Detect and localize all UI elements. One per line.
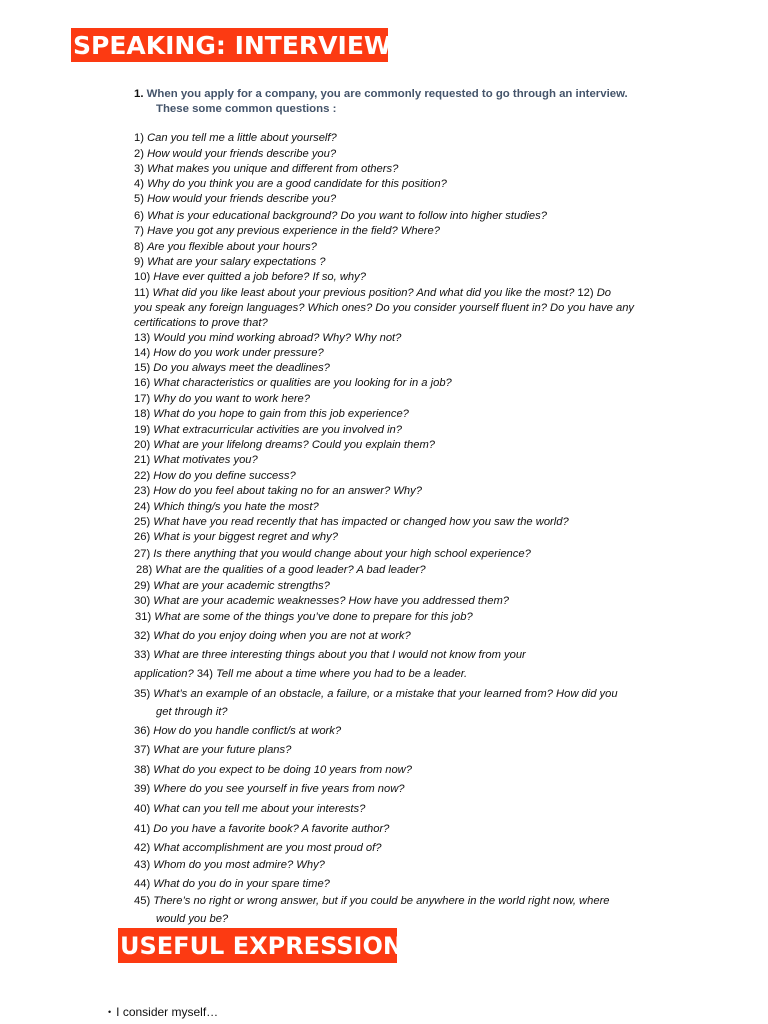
question-text: Would you mind working abroad? Why? Why not? bbox=[153, 332, 402, 344]
question-text: What are some of the things you’ve done to prepare for this job? bbox=[154, 611, 473, 623]
question-text: What are the qualities of a good leader? A bad leader? bbox=[155, 564, 426, 576]
question-text: What is your educational background? Do you want to follow into higher studies? bbox=[147, 210, 547, 222]
question-number: 35) bbox=[134, 688, 151, 700]
question-number: 36) bbox=[134, 725, 151, 737]
question-text: How do you define success? bbox=[153, 470, 296, 482]
question-item bbox=[134, 255, 326, 270]
question-number: 27) bbox=[134, 548, 151, 560]
question-number: 24) bbox=[134, 501, 151, 513]
question-item bbox=[134, 331, 401, 346]
question-text: What do you enjoy doing when you are not at work? bbox=[153, 630, 411, 642]
question-number: 38) bbox=[134, 764, 151, 776]
intro-line-2: These some common questions : bbox=[156, 103, 337, 115]
question-item bbox=[134, 177, 447, 192]
question-number: 45) bbox=[134, 895, 151, 907]
question-item bbox=[134, 392, 310, 407]
question-item bbox=[134, 629, 411, 644]
question-item bbox=[134, 547, 531, 562]
bullet-dot: • bbox=[108, 1007, 112, 1017]
question-text: application? bbox=[134, 668, 194, 680]
question-item bbox=[134, 423, 402, 438]
question-item bbox=[134, 763, 412, 778]
question-number: 29) bbox=[134, 580, 151, 592]
question-item bbox=[134, 594, 509, 609]
question-number: 20) bbox=[134, 439, 151, 451]
question-number: 40) bbox=[134, 803, 151, 815]
question-text: What are your salary expectations ? bbox=[147, 256, 326, 268]
question-number: 6) bbox=[134, 210, 144, 222]
question-item bbox=[136, 563, 426, 578]
question-item bbox=[134, 782, 405, 797]
question-number: 22) bbox=[134, 470, 151, 482]
question-item bbox=[134, 724, 341, 739]
question-item bbox=[134, 438, 435, 453]
question-number: 14) bbox=[134, 347, 151, 359]
expressions-banner: USEFUL EXPRESSIONS bbox=[118, 928, 397, 963]
question-text: would you be? bbox=[156, 913, 229, 925]
question-text: What are your academic strengths? bbox=[153, 580, 330, 592]
question-text: Whom do you most admire? Why? bbox=[153, 859, 325, 871]
question-text: Which thing/s you hate the most? bbox=[153, 501, 319, 513]
question-text: What did you like least about your previous position? And what did you like the most? bbox=[152, 287, 575, 299]
question-text: What have you read recently that has impacted or changed how you saw the world? bbox=[153, 516, 569, 528]
question-item bbox=[134, 858, 325, 873]
question-number: 41) bbox=[134, 823, 151, 835]
question-text: get through it? bbox=[156, 706, 228, 718]
question-text: What are your academic weaknesses? How have you addressed them? bbox=[153, 595, 509, 607]
question-number: 42) bbox=[134, 842, 151, 854]
question-item bbox=[134, 270, 366, 285]
question-text: Where do you see yourself in five years from now? bbox=[153, 783, 405, 795]
question-number: 7) bbox=[134, 225, 144, 237]
question-number: 11) bbox=[134, 287, 150, 299]
question-number: 32) bbox=[134, 630, 151, 642]
question-number: 1) bbox=[134, 132, 144, 144]
question-number: 33) bbox=[134, 649, 151, 661]
question-number: 16) bbox=[134, 377, 151, 389]
intro-line-1: When you apply for a company, you are commonly requested to go through an interview. bbox=[146, 88, 628, 100]
question-item bbox=[134, 530, 338, 545]
question-item bbox=[134, 648, 526, 682]
question-text: Do you always meet the deadlines? bbox=[153, 362, 330, 374]
question-item bbox=[134, 240, 317, 255]
question-item bbox=[134, 500, 319, 515]
intro-paragraph bbox=[134, 87, 628, 117]
question-item bbox=[134, 407, 409, 422]
question-text: How do you handle conflict/s at work? bbox=[153, 725, 342, 737]
question-number: 37) bbox=[134, 744, 151, 756]
question-text: What makes you unique and different from others? bbox=[147, 163, 399, 175]
question-text: What do you hope to gain from this job experience? bbox=[153, 408, 409, 420]
question-item bbox=[134, 286, 634, 331]
question-number: 2) bbox=[134, 148, 144, 160]
question-text: What is your biggest regret and why? bbox=[153, 531, 338, 543]
question-text: certifications to prove that? bbox=[134, 317, 268, 329]
question-text: How do you work under pressure? bbox=[153, 347, 324, 359]
question-item bbox=[134, 376, 452, 391]
question-item bbox=[134, 687, 618, 720]
question-number: 39) bbox=[134, 783, 151, 795]
question-text: What are three interesting things about you that I would not know from your bbox=[153, 649, 526, 661]
question-text: What do you expect to be doing 10 years from now? bbox=[153, 764, 412, 776]
question-item bbox=[135, 610, 473, 625]
question-text: What are your lifelong dreams? Could you explain them? bbox=[153, 439, 435, 451]
question-text: What motivates you? bbox=[153, 454, 258, 466]
question-number: 34) bbox=[196, 668, 213, 680]
question-item bbox=[134, 192, 336, 207]
question-text: Have you got any previous experience in the field? Where? bbox=[147, 225, 440, 237]
question-text: What accomplishment are you most proud of? bbox=[153, 842, 382, 854]
question-text: Tell me about a time where you had to be a leader. bbox=[216, 668, 468, 680]
question-text: What extracurricular activities are you involved in? bbox=[153, 424, 402, 436]
question-number: 25) bbox=[134, 516, 151, 528]
bullet-item bbox=[108, 1005, 218, 1019]
question-text: Is there anything that you would change about your high school experience? bbox=[153, 548, 531, 560]
question-number: 10) bbox=[134, 271, 151, 283]
question-number: 9) bbox=[134, 256, 144, 268]
question-text: How would your friends describe you? bbox=[147, 148, 337, 160]
question-item bbox=[134, 877, 330, 892]
question-number: 3) bbox=[134, 163, 144, 175]
question-item bbox=[134, 147, 336, 162]
question-item bbox=[134, 822, 389, 837]
question-number: 19) bbox=[134, 424, 151, 436]
question-number: 23) bbox=[134, 485, 151, 497]
question-text: Can you tell me a little about yourself? bbox=[147, 132, 337, 144]
question-item bbox=[134, 209, 547, 224]
question-number: 28) bbox=[136, 564, 153, 576]
question-number: 18) bbox=[134, 408, 151, 420]
question-item bbox=[134, 802, 365, 817]
question-number: 31) bbox=[135, 611, 152, 623]
question-text: What’s an example of an obstacle, a failure, or a mistake that your learned from? How did you bbox=[153, 688, 618, 700]
question-item bbox=[134, 469, 296, 484]
question-number: 30) bbox=[134, 595, 151, 607]
question-text: What can you tell me about your interests? bbox=[153, 803, 366, 815]
question-item bbox=[134, 579, 330, 594]
question-number: 13) bbox=[134, 332, 151, 344]
question-text: Do you have a favorite book? A favorite author? bbox=[153, 823, 390, 835]
question-text: you speak any foreign languages? Which ones? Do you consider yourself fluent in? Do you have any bbox=[134, 302, 635, 314]
question-number: 43) bbox=[134, 859, 151, 871]
question-text: Have ever quitted a job before? If so, why? bbox=[153, 271, 366, 283]
question-number: 44) bbox=[134, 878, 151, 890]
question-item bbox=[134, 224, 440, 239]
question-text: How would your friends describe you? bbox=[147, 193, 337, 205]
question-text: What are your future plans? bbox=[153, 744, 292, 756]
question-number: 8) bbox=[134, 241, 144, 253]
question-item bbox=[134, 346, 324, 361]
question-text: Are you flexible about your hours? bbox=[147, 241, 317, 253]
question-number: 15) bbox=[134, 362, 151, 374]
question-number: 26) bbox=[134, 531, 151, 543]
question-item bbox=[134, 841, 382, 856]
question-number: 5) bbox=[134, 193, 144, 205]
question-text: What do you do in your spare time? bbox=[153, 878, 330, 890]
question-item bbox=[134, 361, 330, 376]
question-text: Do bbox=[596, 287, 611, 299]
question-text: There’s no right or wrong answer, but if you could be anywhere in the world right now, where bbox=[153, 895, 610, 907]
question-item bbox=[134, 162, 398, 177]
question-number: 21) bbox=[134, 454, 151, 466]
bullet-text: I consider myself… bbox=[116, 1005, 219, 1019]
question-item bbox=[134, 453, 258, 468]
question-text: How do you feel about taking no for an answer? Why? bbox=[153, 485, 422, 497]
question-item bbox=[134, 743, 291, 758]
question-number: 12) bbox=[577, 287, 594, 299]
question-number: 17) bbox=[134, 393, 151, 405]
question-item bbox=[134, 894, 610, 927]
title-banner: SPEAKING: INTERVIEWS bbox=[71, 28, 388, 62]
question-item bbox=[134, 131, 337, 146]
question-text: Why do you think you are a good candidate for this position? bbox=[147, 178, 447, 190]
question-item bbox=[134, 515, 569, 530]
question-number: 4) bbox=[134, 178, 144, 190]
question-text: Why do you want to work here? bbox=[153, 393, 310, 405]
question-item bbox=[134, 484, 422, 499]
question-text: What characteristics or qualities are you looking for in a job? bbox=[153, 377, 452, 389]
intro-number: 1. bbox=[134, 88, 144, 100]
